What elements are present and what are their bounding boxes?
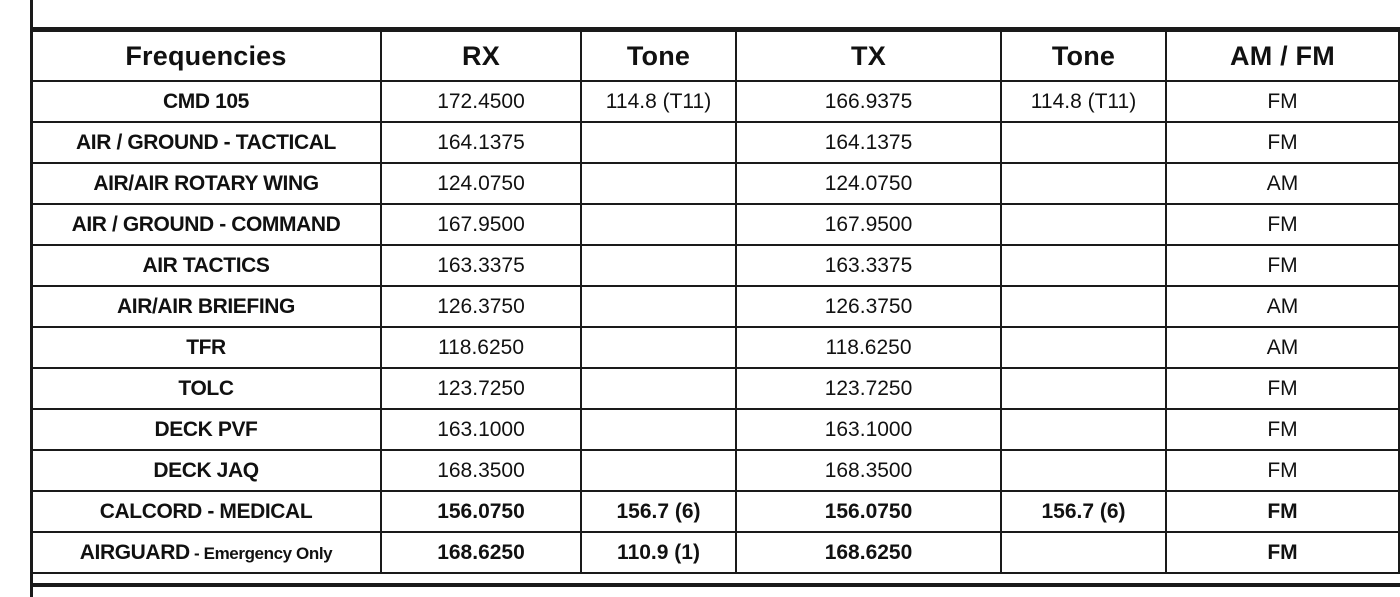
mode-value: FM: [1166, 409, 1399, 450]
frequency-name: DECK PVF: [31, 409, 381, 450]
frequency-name: TOLC: [31, 368, 381, 409]
tx-value: 163.1000: [736, 409, 1001, 450]
table-row: [31, 204, 1399, 245]
rx-value: 164.1375: [381, 122, 581, 163]
bottom-border: [30, 583, 1400, 587]
tx-value: 163.3375: [736, 245, 1001, 286]
header-tx: TX: [736, 31, 1001, 81]
mode-value: AM: [1166, 163, 1399, 204]
tx-tone-value: [1001, 122, 1166, 163]
mode-value: AM: [1166, 327, 1399, 368]
rx-value: 168.6250: [381, 532, 581, 573]
table-row: [31, 532, 1399, 573]
rx-value: 124.0750: [381, 163, 581, 204]
frequency-name: AIR TACTICS: [31, 245, 381, 286]
header-rx: RX: [381, 31, 581, 81]
table-row: [31, 245, 1399, 286]
header-frequencies: Frequencies: [31, 31, 381, 81]
tx-tone-value: [1001, 245, 1166, 286]
header-tx-tone: Tone: [1001, 31, 1166, 81]
mode-value: FM: [1166, 122, 1399, 163]
rx-tone-value: [581, 409, 736, 450]
tx-tone-value: [1001, 163, 1166, 204]
rx-tone-value: 156.7 (6): [581, 491, 736, 532]
rx-tone-value: [581, 327, 736, 368]
mode-value: FM: [1166, 204, 1399, 245]
header-am-fm: AM / FM: [1166, 31, 1399, 81]
rx-value: 172.4500: [381, 81, 581, 122]
tx-tone-value: [1001, 450, 1166, 491]
table-row: [31, 163, 1399, 204]
mode-value: FM: [1166, 532, 1399, 573]
tx-value: 164.1375: [736, 122, 1001, 163]
rx-value: 123.7250: [381, 368, 581, 409]
tx-value: 168.3500: [736, 450, 1001, 491]
rx-value: 163.3375: [381, 245, 581, 286]
mode-value: FM: [1166, 450, 1399, 491]
rx-tone-value: 110.9 (1): [581, 532, 736, 573]
table-row: [31, 368, 1399, 409]
tx-tone-value: [1001, 327, 1166, 368]
mode-value: FM: [1166, 245, 1399, 286]
tx-tone-value: 156.7 (6): [1001, 491, 1166, 532]
table-row: [31, 327, 1399, 368]
rx-value: 156.0750: [381, 491, 581, 532]
tx-tone-value: [1001, 368, 1166, 409]
rx-value: 167.9500: [381, 204, 581, 245]
rx-tone-value: [581, 450, 736, 491]
table-row: [31, 122, 1399, 163]
frequency-name-note: - Emergency Only: [189, 543, 333, 563]
tx-tone-value: [1001, 409, 1166, 450]
table-row: [31, 409, 1399, 450]
tx-tone-value: [1001, 532, 1166, 573]
tx-value: 168.6250: [736, 532, 1001, 573]
tx-value: 156.0750: [736, 491, 1001, 532]
frequency-name: [31, 532, 381, 573]
rx-tone-value: [581, 122, 736, 163]
rx-value: 118.6250: [381, 327, 581, 368]
frequency-name: DECK JAQ: [31, 450, 381, 491]
table-row: [31, 450, 1399, 491]
header-row: [31, 31, 1399, 81]
frequency-name: CMD 105: [31, 81, 381, 122]
frequency-name: AIR / GROUND - TACTICAL: [31, 122, 381, 163]
frequency-name: AIR/AIR ROTARY WING: [31, 163, 381, 204]
frequency-name: AIR/AIR BRIEFING: [31, 286, 381, 327]
header-rx-tone: Tone: [581, 31, 736, 81]
tx-tone-value: [1001, 286, 1166, 327]
frequency-name-main: AIRGUARD: [79, 540, 190, 564]
mode-value: FM: [1166, 368, 1399, 409]
table-row: [31, 491, 1399, 532]
table-row: [31, 286, 1399, 327]
tx-tone-value: [1001, 204, 1166, 245]
tx-value: 126.3750: [736, 286, 1001, 327]
rx-tone-value: [581, 204, 736, 245]
tx-tone-value: 114.8 (T11): [1001, 81, 1166, 122]
rx-value: 126.3750: [381, 286, 581, 327]
tx-value: 123.7250: [736, 368, 1001, 409]
table-row: [31, 81, 1399, 122]
tx-value: 124.0750: [736, 163, 1001, 204]
rx-tone-value: 114.8 (T11): [581, 81, 736, 122]
rx-tone-value: [581, 286, 736, 327]
rx-tone-value: [581, 163, 736, 204]
mode-value: FM: [1166, 81, 1399, 122]
tx-value: 118.6250: [736, 327, 1001, 368]
frequency-table: [30, 30, 1400, 574]
rx-tone-value: [581, 245, 736, 286]
frequency-name: AIR / GROUND - COMMAND: [31, 204, 381, 245]
mode-value: FM: [1166, 491, 1399, 532]
tx-value: 167.9500: [736, 204, 1001, 245]
rx-tone-value: [581, 368, 736, 409]
frequency-name: TFR: [31, 327, 381, 368]
top-band: [33, 0, 1400, 30]
tx-value: 166.9375: [736, 81, 1001, 122]
mode-value: AM: [1166, 286, 1399, 327]
rx-value: 163.1000: [381, 409, 581, 450]
rx-value: 168.3500: [381, 450, 581, 491]
frequency-name: CALCORD - MEDICAL: [31, 491, 381, 532]
